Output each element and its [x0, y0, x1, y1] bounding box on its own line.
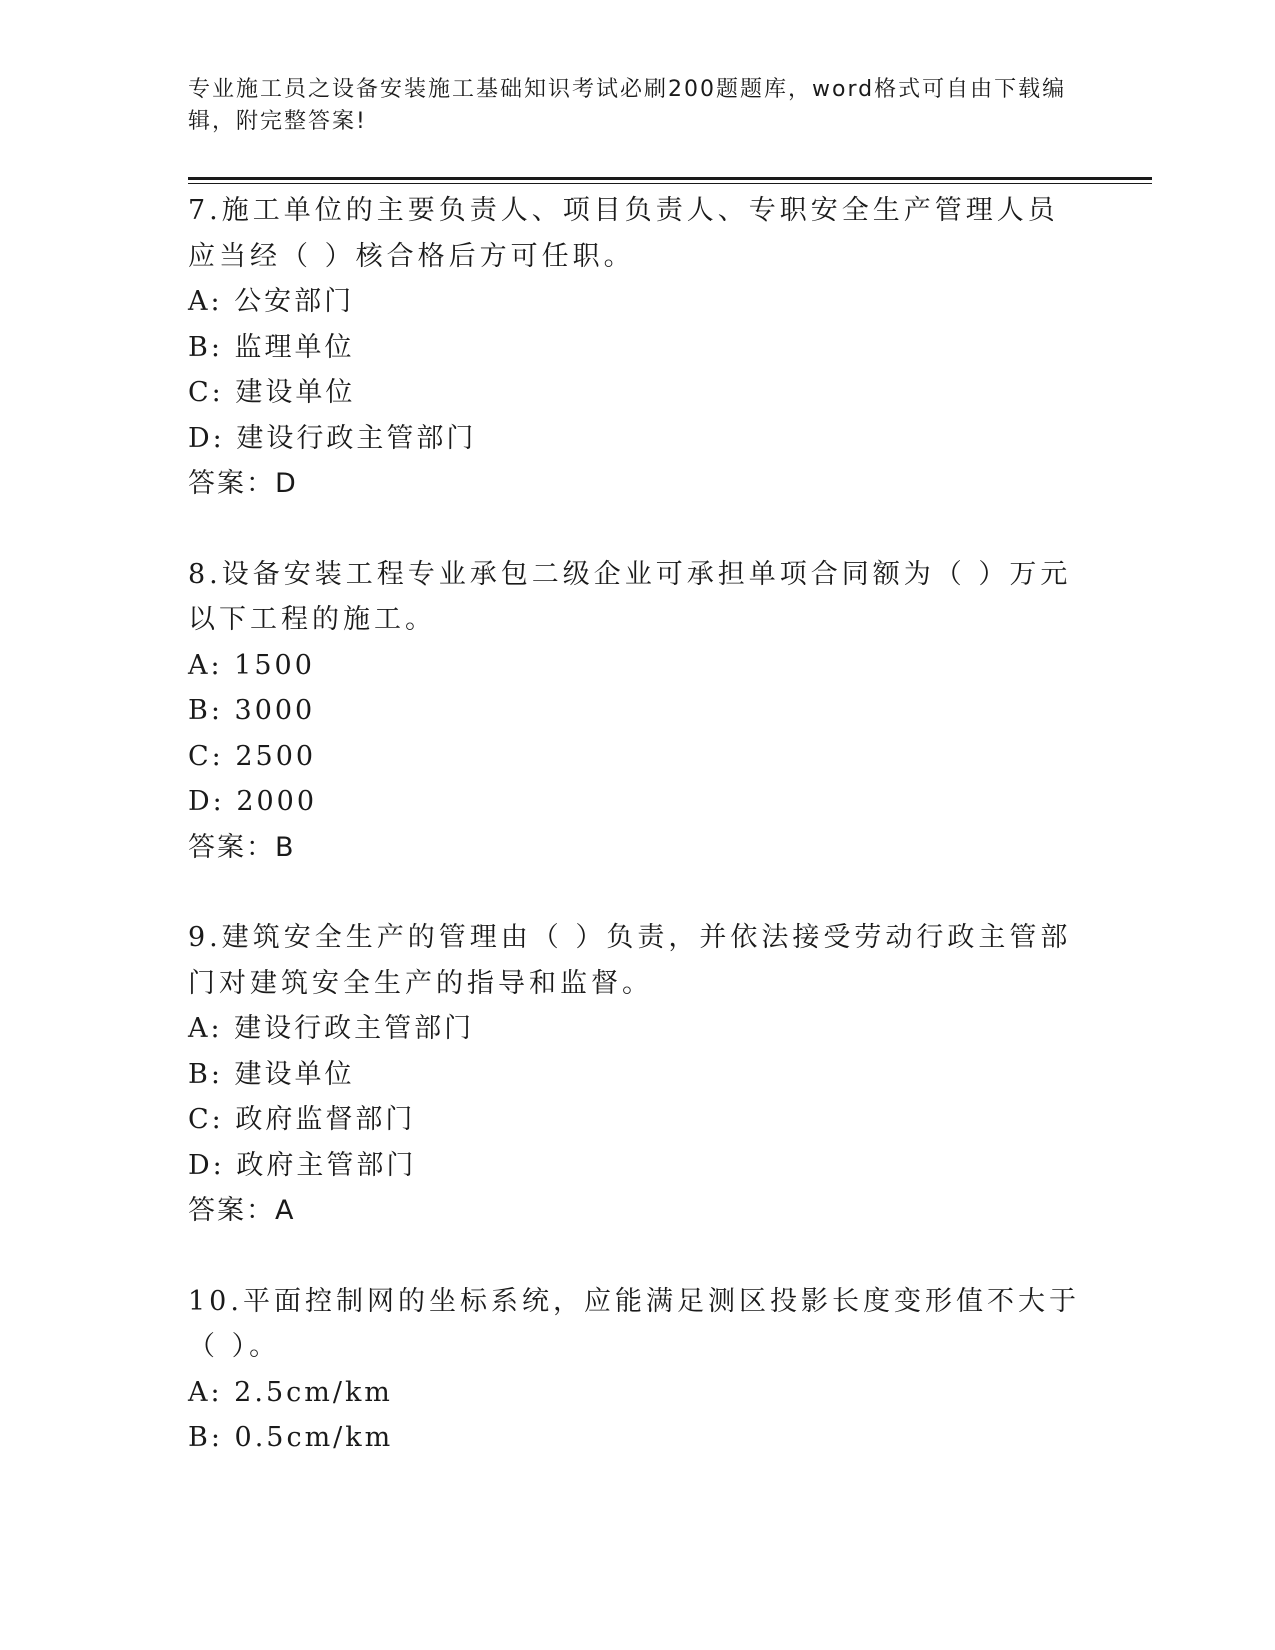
question-spacer [188, 870, 1088, 915]
option-b: B: 建设单位 [188, 1058, 355, 1090]
option-b: B: 监理单位 [188, 331, 355, 363]
option-c: C: 2500 [188, 740, 317, 772]
option-a: A: 1500 [188, 649, 315, 681]
question-8 [188, 552, 1088, 871]
answer-line: 答案：D [188, 468, 298, 499]
question-text: 8.设备安装工程专业承包二级企业可承担单项合同额为（ ）万元以下工程的施工。 [188, 558, 1072, 635]
question-spacer [188, 1234, 1088, 1279]
question-text: 10.平面控制网的坐标系统，应能满足测区投影长度变形值不大于（ ）。 [188, 1285, 1080, 1362]
option-b: B: 3000 [188, 695, 316, 726]
question-text: 7.施工单位的主要负责人、项目负责人、专职安全生产管理人员应当经（ ）核合格后方可任职。 [188, 195, 1059, 272]
header-divider-thin [188, 183, 1152, 184]
document-header: 专业施工员之设备安装施工基础知识考试必刷200题题库，word格式可自由下载编辑，附完整答案! [188, 77, 1067, 134]
question-9 [188, 915, 1088, 1234]
option-a: A: 2.5cm/km [188, 1376, 393, 1408]
header-divider-thick [188, 177, 1152, 180]
question-list [188, 188, 1088, 1461]
option-d: D: 政府主管部门 [188, 1149, 417, 1181]
option-a: A: 公安部门 [188, 286, 355, 317]
question-10 [188, 1279, 1088, 1461]
option-d: D: 建设行政主管部门 [188, 422, 477, 454]
question-text: 9.建筑安全生产的管理由（ ）负责，并依法接受劳动行政主管部门对建筑安全生产的指导和监督。 [188, 922, 1072, 999]
option-a: A: 建设行政主管部门 [188, 1013, 475, 1044]
answer-line: 答案：B [188, 831, 296, 863]
question-spacer [188, 507, 1088, 552]
option-c: C: 政府监督部门 [188, 1104, 416, 1135]
question-7 [188, 188, 1088, 507]
answer-line: 答案：A [188, 1195, 296, 1226]
option-b: B: 0.5cm/km [188, 1422, 394, 1453]
option-d: D: 2000 [188, 786, 318, 817]
option-c: C: 建设单位 [188, 377, 356, 408]
